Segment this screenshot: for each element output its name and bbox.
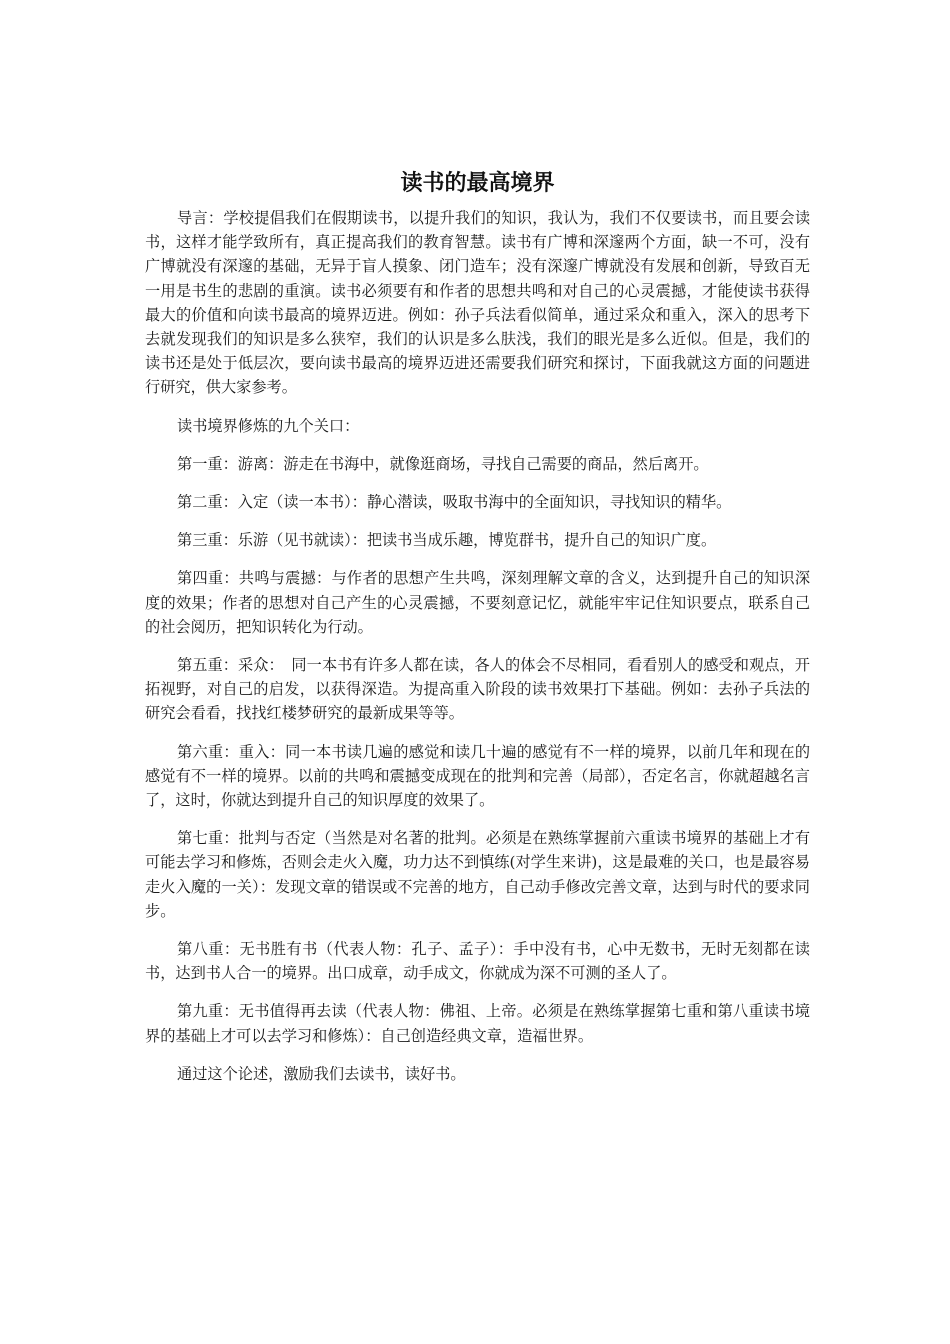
document-title: 读书的最高境界 <box>400 171 555 196</box>
paragraph-level-8: 第八重：无书胜有书（代表人物：孔子、孟子）：手中没有书，心中无数书，无时无刻都在读书，达到书人合一的境界。出口成章，动手成文，你就成为深不可测的圣人了。 <box>145 940 810 983</box>
paragraph-level-9: 第九重：无书值得再去读（代表人物：佛祖、上帝。必须是在熟练掌握第七重和第八重读书境界的基础上才可以去学习和修炼）：自己创造经典文章，造福世界。 <box>145 1002 810 1045</box>
paragraph-level-7: 第七重：批判与否定（当然是对名著的批判。必须是在熟练掌握前六重读书境界的基础上才有可能去学习和修炼，否则会走火入魔，功力达不到慎练(对学生来讲)，这是最难的关口，也是最容易走火入魔的一关）：发现文章的错误或不完善的地方，自己动手修改完善文章，达到与时代的要求同步。 <box>145 829 810 920</box>
paragraph-level-5: 第五重：采众： 同一本书有许多人都在读，各人的体会不尽相同，看看别人的感受和观点，开拓视野，对自己的启发，以获得深造。为提高重入阶段的读书效果打下基础。例如：去孙子兵法的研究会看看，找找红楼梦研究的最新成果等等。 <box>145 656 810 723</box>
paragraph-nine-levels-heading: 读书境界修炼的九个关口： <box>177 416 360 435</box>
paragraph-level-6: 第六重：重入：同一本书读几遍的感觉和读几十遍的感觉有不一样的境界，以前几年和现在的感觉有不一样的境界。以前的共鸣和震撼变成现在的批判和完善（局部），否定名言，你就超越名言了，这时，你就达到提升自己的知识厚度的效果了。 <box>145 742 810 810</box>
paragraph-intro: 导言：学校提倡我们在假期读书，以提升我们的知识，我认为，我们不仅要读书，而且要会读书，这样才能学致所有，真正提高我们的教育智慧。读书有广博和深邃两个方面，缺一不可，没有广博就没有深邃的基础，无异于盲人摸象、闭门造车；没有深邃广博就没有发展和创新，导致百无一用是书生的悲剧的重演。读书必须要有和作者的思想共鸣和对自己的心灵震撼，才能使读书获得最大的价值和向读书最高的境界迈进。例如：孙子兵法看似简单，通过采众和重入，深入的思考下去就发现我们的知识是多么狭窄，我们的认识是多么肤浅，我们的眼光是多么近似。但是，我们的读书还是处于低层次，要向读书最高的境界迈进还需要我们研究和探讨，下面我就这方面的问题进行研究，供大家参考。 <box>145 209 810 397</box>
paragraph-level-3: 第三重：乐游（见书就读）：把读书当成乐趣，博览群书，提升自己的知识广度。 <box>177 531 717 550</box>
paragraph-level-4: 第四重：共鸣与震撼：与作者的思想产生共鸣，深刻理解文章的含义，达到提升自己的知识深度的效果；作者的思想对自己产生的心灵震撼，不要刻意记忆，就能牢牢记住知识要点，联系自己的社会阅历，把知识转化为行动。 <box>145 569 810 636</box>
document-page <box>145 168 810 1100</box>
paragraph-level-1: 第一重：游离：游走在书海中，就像逛商场，寻找自己需要的商品，然后离开。 <box>177 454 709 473</box>
paragraph-level-2: 第二重：入定（读一本书）：静心潜读，吸取书海中的全面知识，寻找知识的精华。 <box>177 493 732 512</box>
paragraph-conclusion: 通过这个论述，激励我们去读书，读好书。 <box>177 1064 466 1083</box>
